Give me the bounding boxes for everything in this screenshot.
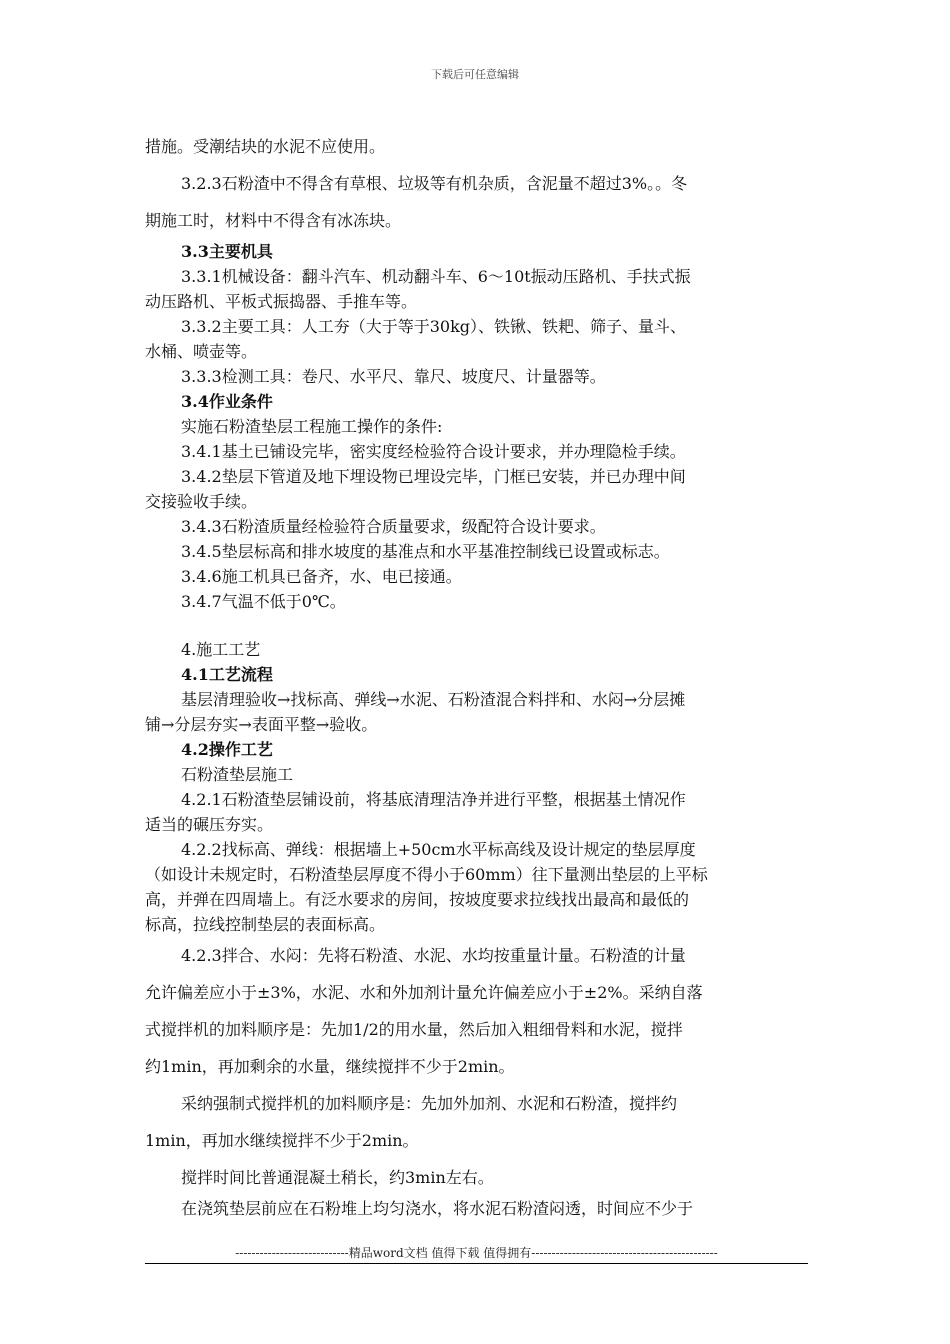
section-heading: 3.3主要机具 — [181, 242, 273, 261]
paragraph-line: 1min，再加水继续搅拌不少于2min。 — [145, 1131, 419, 1150]
paragraph-line: 采纳强制式搅拌机的加料顺序是：先加外加剂、水泥和石粉渣，搅拌约 — [181, 1094, 678, 1113]
page-header: 下载后可任意编辑 — [431, 68, 519, 81]
paragraph-line: 期施工时，材料中不得含有冰冻块。 — [145, 211, 402, 230]
paragraph-line: 水桶、喷壶等。 — [145, 342, 258, 361]
section-heading: 4.1工艺流程 — [181, 665, 273, 684]
paragraph-line: 4.施工工艺 — [181, 640, 261, 659]
paragraph-line: 3.3.2主要工具：人工夯（大于等于30kg）、铁锹、铁耙、筛子、量斗、 — [181, 317, 687, 336]
paragraph-line: 4.2.3拌合、水闷：先将石粉渣、水泥、水均按重量计量。石粉渣的计量 — [181, 946, 686, 965]
paragraph-line: 交接验收手续。 — [145, 492, 258, 511]
paragraph-line: 允许偏差应小于±3%，水泥、水和外加剂计量允许偏差应小于±2%。采纳自落 — [145, 983, 703, 1002]
paragraph-line: 铺→分层夯实→表面平整→验收。 — [145, 715, 378, 734]
paragraph-line: 4.2.2找标高、弹线：根据墙上+50cm水平标高线及设计规定的垫层厚度 — [181, 840, 696, 859]
paragraph-line: 搅拌时间比普通混凝土稍长，约3min左右。 — [181, 1168, 494, 1187]
document-body — [145, 128, 810, 1221]
paragraph-line: 高，并弹在四周墙上。有泛水要求的房间，按坡度要求拉线找出最高和最低的 — [145, 890, 690, 909]
blank-line — [145, 614, 810, 637]
paragraph-line: 石粉渣垫层施工 — [181, 765, 294, 784]
footer-rule — [145, 1263, 808, 1264]
paragraph-line: 3.4.5垫层标高和排水坡度的基准点和水平基准控制线已设置或标志。 — [181, 542, 670, 561]
section-heading: 4.2操作工艺 — [181, 740, 273, 759]
section-heading: 3.4作业条件 — [181, 392, 273, 411]
paragraph-line: 式搅拌机的加料顺序是：先加1/2的用水量，然后加入粗细骨料和水泥，搅拌 — [145, 1020, 683, 1039]
paragraph-line: 实施石粉渣垫层工程施工操作的条件: — [181, 417, 443, 436]
page-footer: ----------------------------精品word文档 值得下载 值得拥有---------------------------------------------- — [235, 1246, 718, 1260]
paragraph-line: 基层清理验收→找标高、弹线→水泥、石粉渣混合料拌和、水闷→分层摊 — [181, 690, 686, 709]
paragraph-line: 3.4.1基土已铺设完毕，密实度经检验符合设计要求，并办理隐检手续。 — [181, 442, 686, 461]
paragraph-line: 4.2.1石粉渣垫层铺设前，将基底清理洁净并进行平整，根据基土情况作 — [181, 790, 686, 809]
paragraph-line: 3.3.1机械设备：翻斗汽车、机动翻斗车、6～10t振动压路机、手扶式振 — [181, 267, 691, 286]
paragraph-line: 动压路机、平板式振捣器、手推车等。 — [145, 292, 418, 311]
paragraph-line: 3.4.6施工机具已备齐，水、电已接通。 — [181, 567, 462, 586]
paragraph-line: 约1min，再加剩余的水量，继续搅拌不少于2min。 — [145, 1057, 515, 1076]
paragraph-line: 在浇筑垫层前应在石粉堆上均匀浇水，将水泥石粉渣闷透，时间应不少于 — [181, 1199, 694, 1218]
paragraph-line: （如设计未规定时，石粉渣垫层厚度不得小于60mm）往下量测出垫层的上平标 — [145, 865, 708, 884]
paragraph-line: 3.2.3石粉渣中不得含有草根、垃圾等有机杂质，含泥量不超过3%。。冬 — [181, 174, 688, 193]
paragraph-line: 标高，拉线控制垫层的表面标高。 — [145, 915, 386, 934]
paragraph-line: 适当的碾压夯实。 — [145, 815, 274, 834]
paragraph-line: 3.4.2垫层下管道及地下埋设物已埋设完毕，门框已安装，并已办理中间 — [181, 467, 686, 486]
paragraph-line: 3.4.7气温不低于0℃。 — [181, 592, 346, 611]
paragraph-line: 措施。受潮结块的水泥不应使用。 — [145, 137, 386, 156]
paragraph-line: 3.3.3检测工具：卷尺、水平尺、靠尺、坡度尺、计量器等。 — [181, 367, 606, 386]
paragraph-line: 3.4.3石粉渣质量经检验符合质量要求，级配符合设计要求。 — [181, 517, 606, 536]
